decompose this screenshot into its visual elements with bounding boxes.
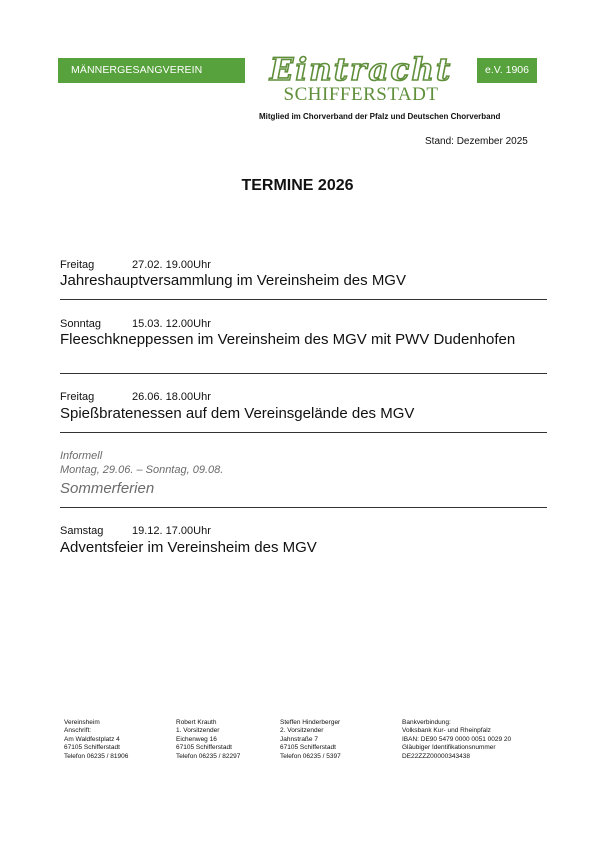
divider	[60, 373, 547, 374]
club-type-label: MÄNNERGESANGVEREIN	[71, 64, 203, 76]
footer-line: Bankverbindung:	[402, 719, 451, 726]
footer-line: Telefon 06235 / 81906	[64, 752, 129, 760]
eintracht-logo	[245, 51, 477, 85]
footer-line: Steffen Hinderberger	[280, 719, 341, 726]
event-title: Spießbratenessen auf dem Vereinsgelände des MGV	[60, 405, 415, 422]
divider	[60, 432, 547, 433]
footer-line: 2. Vorsitzender	[280, 727, 324, 735]
footer-line: 67105 Schifferstadt	[64, 744, 120, 752]
footer-line: Jahnstraße 7	[280, 735, 318, 743]
informal-label: Informell	[60, 450, 103, 462]
event-date: 19.12. 17.00Uhr	[132, 525, 211, 537]
footer-line: DE22ZZZ00000343438	[402, 752, 470, 760]
event-title: Jahreshauptversammlung im Vereinsheim des MGV	[60, 272, 406, 289]
logo-wordmark: Eintracht	[269, 52, 453, 85]
footer-chair	[176, 719, 240, 761]
club-place: SCHIFFERSTADT	[283, 84, 439, 105]
event-title: Fleeschkneppessen im Vereinsheim des MGV mit PWV Dudenhofen	[60, 331, 516, 348]
footer-bank	[402, 719, 511, 761]
footer-line: Eichenweg 16	[176, 735, 217, 743]
membership-text: Mitglied im Chorverband der Pfalz und Deutschen Chorverband	[259, 112, 501, 121]
footer-line: Am Waldfestplatz 4	[64, 735, 120, 743]
event-date: 27.02. 19.00Uhr	[132, 259, 211, 271]
footer-line: Anschrift:	[64, 727, 92, 735]
footer-line: 67105 Schifferstadt	[280, 744, 336, 752]
footer-line: Volksbank Kur- und Rheinpfalz	[402, 727, 491, 735]
founding-label: e.V. 1906	[485, 64, 529, 76]
event-day: Freitag	[60, 259, 95, 271]
informal-title: Sommerferien	[60, 480, 155, 497]
status-date: Stand: Dezember 2025	[425, 136, 528, 147]
footer-line: Telefon 06235 / 5397	[280, 752, 341, 760]
footer-line: IBAN: DE90 5479 0000 0051 0029 20	[402, 735, 512, 743]
footer-clubhouse	[64, 719, 128, 761]
event-date: 26.06. 18.00Uhr	[132, 391, 211, 403]
event-day: Freitag	[60, 391, 95, 403]
page-title: TERMINE 2026	[241, 177, 354, 194]
divider	[60, 299, 547, 300]
event-date: 15.03. 12.00Uhr	[132, 318, 211, 330]
footer-line: Gläubiger Identifikationsnummer	[402, 744, 496, 752]
informal-range: Montag, 29.06. – Sonntag, 09.08.	[60, 464, 224, 476]
footer-vice-chair	[280, 719, 341, 761]
footer-line: 67105 Schifferstadt	[176, 744, 232, 752]
footer-line: Robert Krauth	[176, 719, 217, 726]
event-day: Samstag	[60, 525, 104, 537]
footer-line: 1. Vorsitzender	[176, 727, 220, 735]
footer-line: Telefon 06235 / 82297	[176, 752, 241, 760]
divider	[60, 507, 547, 508]
event-day: Sonntag	[60, 318, 101, 330]
event-title: Adventsfeier im Vereinsheim des MGV	[60, 539, 317, 556]
footer-line: Vereinsheim	[64, 719, 100, 726]
